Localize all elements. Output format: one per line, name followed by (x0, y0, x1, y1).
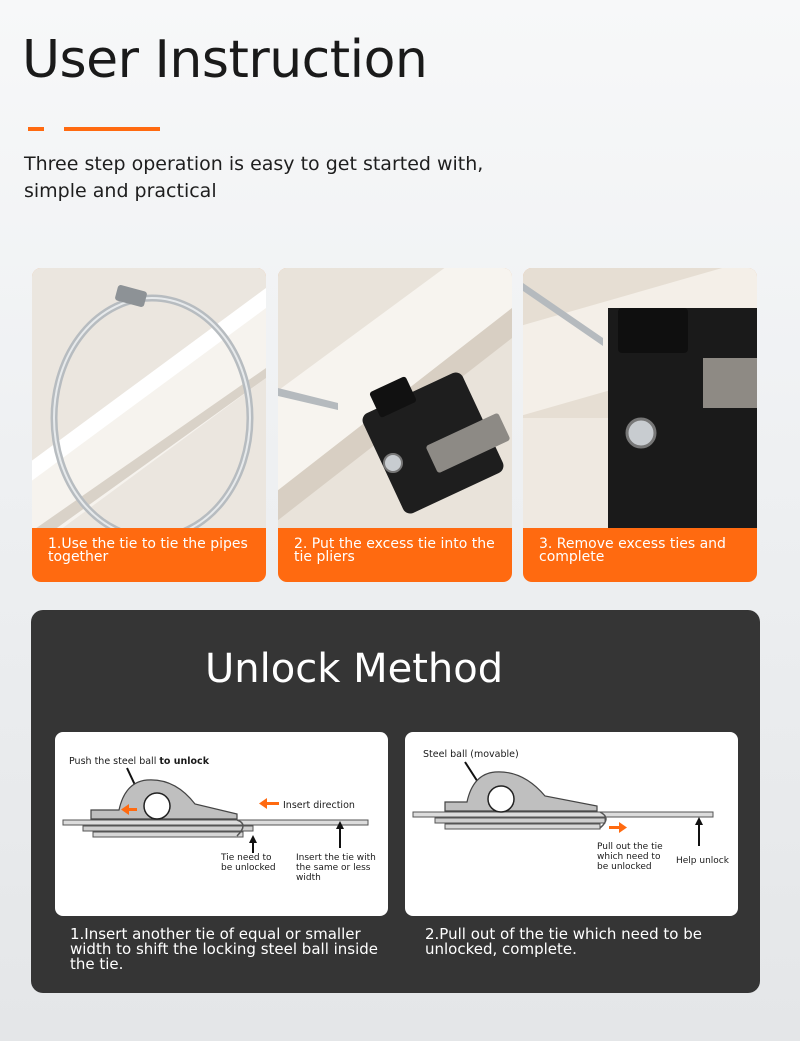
steel-ball-2 (488, 786, 514, 812)
label-insert-direction: Insert direction (283, 800, 355, 811)
label-pull-1: Pull out the tie (597, 842, 663, 852)
insert-arrow-shaft (265, 802, 279, 805)
unlock-caption-1: 1.Insert another tie of equal or smaller width to shift the locking steel ball inside the tie. (70, 925, 379, 973)
steel-ball (144, 793, 170, 819)
step-2-photo (278, 268, 512, 528)
tie2-strip-lower (435, 818, 605, 823)
lock2-housing (445, 772, 597, 811)
step-1-photo (32, 268, 266, 528)
accent-bar-short (28, 127, 44, 131)
step-3-caption: 3. Remove excess ties and complete (539, 536, 726, 565)
step-card-2 (278, 268, 512, 582)
label-push-steel-ball: Push the steel ball to unlock (69, 756, 210, 767)
accent-bar-long (64, 127, 160, 131)
step-3-photo (523, 268, 757, 528)
help-pointer-head (695, 817, 703, 825)
label-tie-unlock-1: Tie need to (221, 853, 272, 863)
unlock-caption-2: 2.Pull out of the tie which need to be unlocked, complete. (425, 925, 702, 958)
unlock-diagram-2 (405, 732, 738, 916)
tie-unlock-pointer-head (249, 835, 257, 843)
unlock-diagram-1 (55, 732, 388, 916)
tie-strip-bottom (93, 832, 243, 837)
unlock-title: Unlock Method (205, 646, 504, 692)
label-help-unlock: Help unlock (676, 856, 729, 866)
label-tie-unlock-2: be unlocked (221, 863, 276, 873)
page-subtitle: Three step operation is easy to get started with, simple and practical (24, 153, 484, 202)
label-steel-ball: Steel ball (movable) (423, 749, 519, 760)
step-2-caption: 2. Put the excess tie into the tie pliers (294, 536, 495, 565)
step-card-3 (523, 268, 757, 582)
label-pull-2: which need to (597, 852, 661, 862)
label-pull-3: be unlocked (597, 862, 652, 872)
tie-strip-lower (83, 826, 253, 831)
pull-arrow-head (619, 822, 627, 833)
label-insert-tie-2: the same or less (296, 863, 371, 873)
label-insert-tie-1: Insert the tie with (296, 853, 376, 863)
step-card-1 (32, 268, 266, 582)
tie2-strip-bottom (445, 824, 600, 829)
page-title: User Instruction (22, 30, 428, 90)
step-1-caption: 1.Use the tie to tie the pipes together (48, 536, 248, 565)
label-insert-tie-3: width (296, 873, 321, 883)
tie-strip-top (63, 820, 368, 825)
tie2-strip-top (413, 812, 713, 817)
insert-arrow-head (259, 798, 267, 809)
